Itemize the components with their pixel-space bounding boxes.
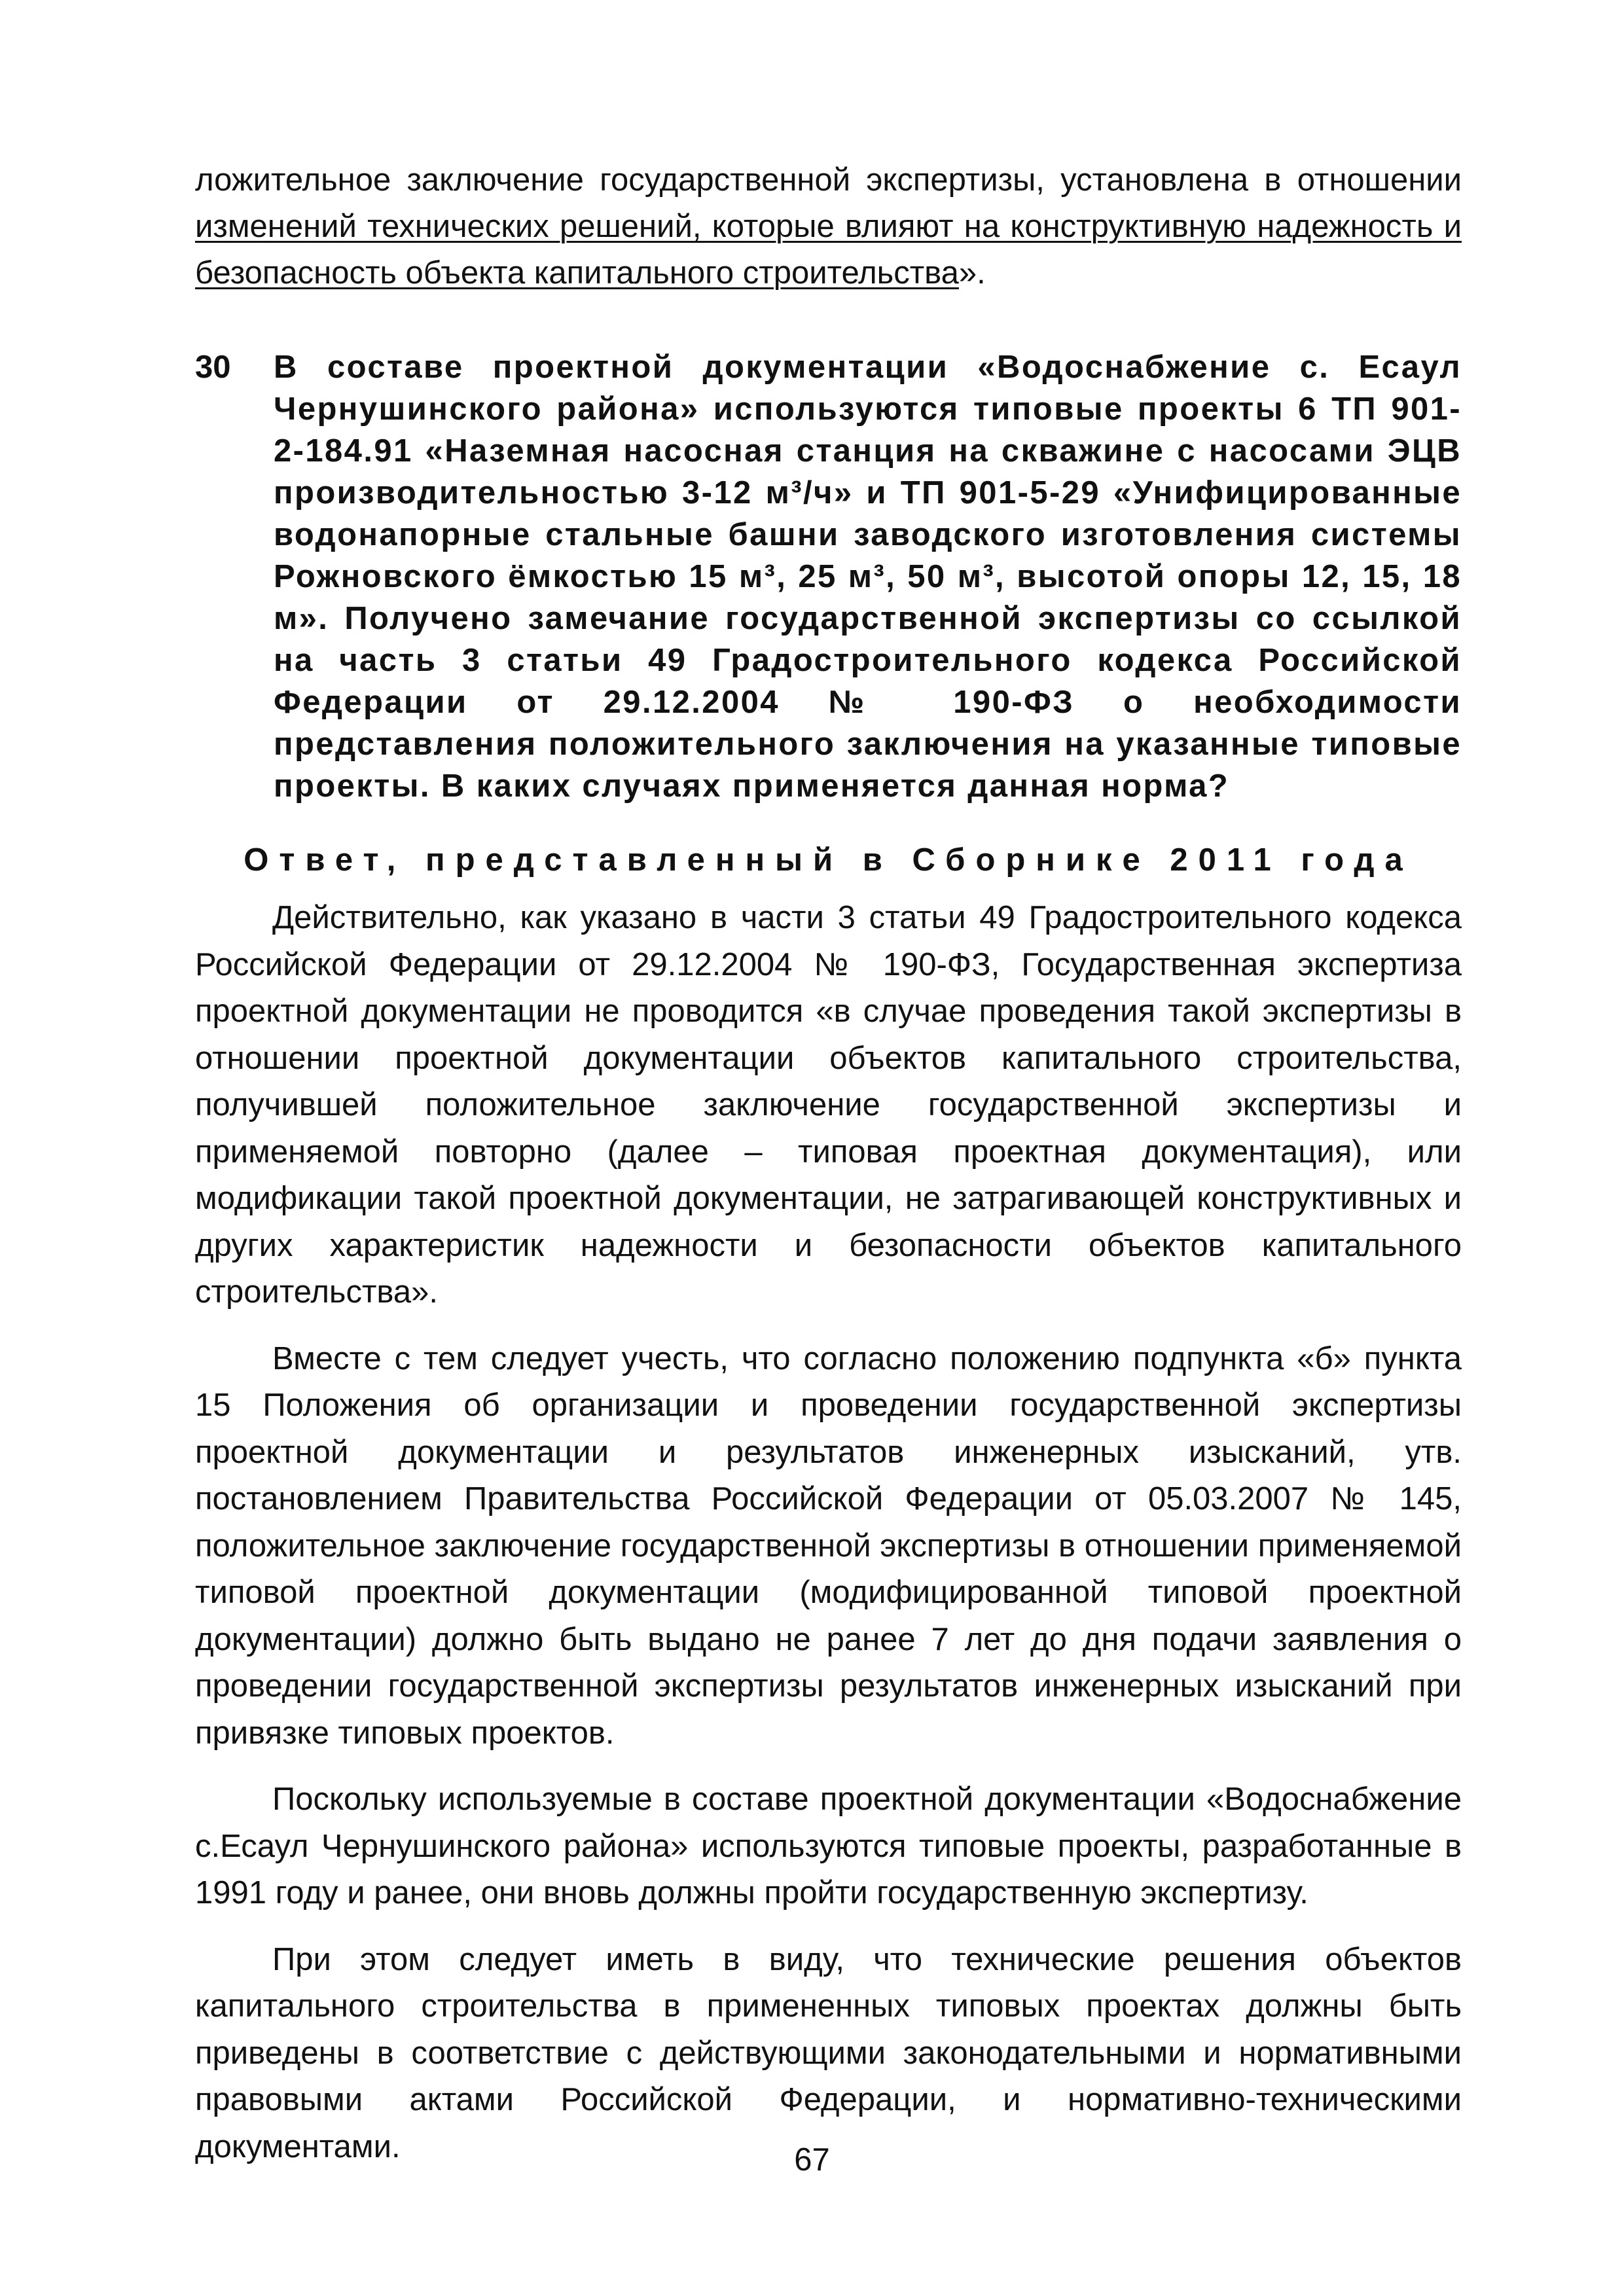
page-number: 67	[794, 2142, 830, 2178]
continuation-paragraph	[195, 157, 1462, 296]
answer-paragraph: Вместе с тем следует учесть, что согласно положению подпункта «б» пункта 15 Положения об организации и проведении государственной экспертизы проектной документации и результатов инженерных изысканий, утв. постановлением Правительства Российской Федерации от 05.03.2007 № 145, положительное заключение государственной экспертизы в отношении применяемой типовой проектной документации (модифицированной типовой проектной документации) должно быть выдано не ранее 7 лет до дня подачи заявления о проведении государственной экспертизы результатов инженерных изысканий при привязке типовых проектов.	[195, 1340, 1462, 1751]
answer-paragraph: Действительно, как указано в части 3 статьи 49 Градостроительного кодекса Российской Федерации от 29.12.2004 № 190-ФЗ, Государственная экспертиза проектной документации не проводится «в случае проведения такой экспертизы в отношении проектной документации объектов капитального строительства, получившей положительное заключение государственной экспертизы и применяемой повторно (далее – типовая проектная документация), или модификации такой проектной документации, не затрагивающей конструктивных и других характеристик надежности и безопасности объектов капитального строительства».	[195, 900, 1462, 1310]
question-number: 30	[195, 350, 231, 385]
answer-paragraph: При этом следует иметь в виду, что технические решения объектов капитального строительства в примененных типовых проектах должны быть приведены в соответствие с действующими законодательными и нормативными правовыми актами Российской Федерации, и нормативно-техническими документами.	[195, 1941, 1462, 2164]
continuation-plain-text: ложительное заключение государственной экспертизы, установлена в отношении	[195, 162, 1462, 198]
answer-heading: Ответ, представленный в Сборнике 2011 года	[244, 842, 1413, 878]
document-page	[195, 157, 1462, 2170]
continuation-underlined-text: изменений технических решений, которые влияют на конструктивную надежность и безопасность объекта капитального строительства	[195, 209, 1462, 291]
question-block	[195, 346, 1462, 807]
continuation-tail-text: ».	[958, 255, 986, 291]
answer-paragraph: Поскольку используемые в составе проектной документации «Водоснабжение с.Есаул Чернушинского района» используются типовые проекты, разработанные в 1991 году и ранее, они вновь должны пройти государственную экспертизу.	[195, 1782, 1462, 1910]
question-text: В составе проектной документации «Водоснабжение с. Есаул Чернушинского района» используются типовые проекты 6 ТП 901-2-184.91 «Наземная насосная станция на скважине с насосами ЭЦВ производительностью 3-12 м³/ч» и ТП 901-5-29 «Унифицированные водонапорные стальные башни заводского изготовления системы Рожновского ёмкостью 15 м³, 25 м³, 50 м³, высотой опоры 12, 15, 18 м». Получено замечание государственной экспертизы со ссылкой на часть 3 статьи 49 Градостроительного кодекса Российской Федерации от 29.12.2004 № 190-ФЗ о необходимости представления положительного заключения на указанные типовые проекты. В каких случаях применяется данная норма?	[274, 350, 1462, 804]
